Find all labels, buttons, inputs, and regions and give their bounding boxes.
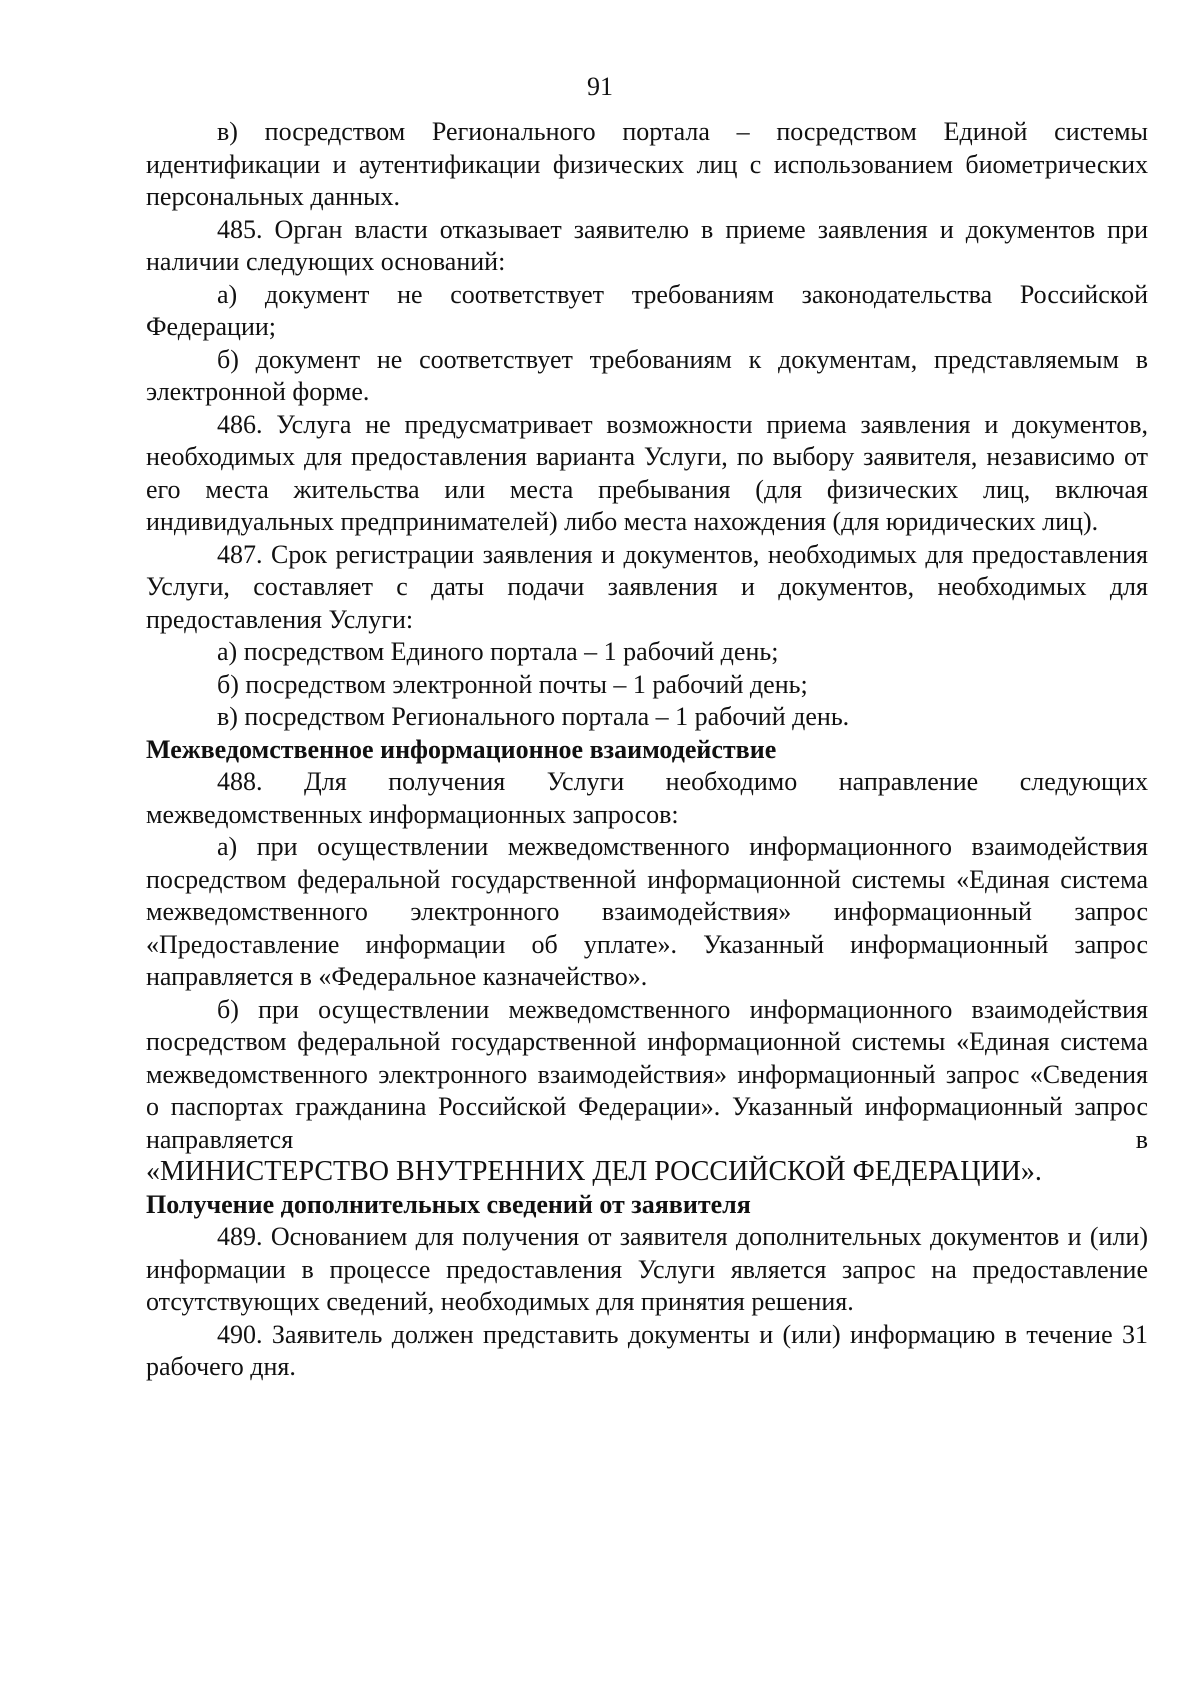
- paragraph: б) документ не соответствует требованиям к документам, представляемым в электронной форме.: [146, 344, 1148, 406]
- paragraph-continuation: «МИНИСТЕРСТВО ВНУТРЕННИХ ДЕЛ РОССИЙСКОЙ ФЕДЕРАЦИИ».: [146, 1156, 1042, 1187]
- paragraph: а) документ не соответствует требованиям законодательства Российской Федерации;: [146, 279, 1148, 341]
- paragraph: 485. Орган власти отказывает заявителю в приеме заявления и документов при наличии следующих оснований:: [146, 214, 1148, 276]
- paragraph: в) посредством Регионального портала – посредством Единой системы идентификации и аутентификации физических лиц с использованием биометрических персональных данных.: [146, 117, 1148, 211]
- section-heading: Межведомственное информационное взаимодействие: [146, 734, 777, 764]
- page-number: 91: [587, 72, 613, 101]
- paragraph: а) при осуществлении межведомственного информационного взаимодействия посредством федеральной государственной информационной системы «Единая система межведомственного электронного взаимодействия» информационный запрос «Предоставление информации об уплате». Указанный информационный запрос направляется в «Федеральное казначейство».: [146, 832, 1148, 991]
- paragraph: б) при осуществлении межведомственного информационного взаимодействия посредством федеральной государственной информационной системы «Единая система межведомственного электронного взаимодействия» информационный запрос «Сведения о паспортах гражданина Российской Федерации». Указанный информационный запрос направляется в: [146, 994, 1148, 1154]
- paragraph: б) посредством электронной почты – 1 рабочий день;: [217, 669, 808, 699]
- section-heading: Получение дополнительных сведений от заявителя: [146, 1189, 751, 1219]
- paragraph: 489. Основанием для получения от заявителя дополнительных документов и (или) информации в процессе предоставления Услуги является запрос на предоставление отсутствующих сведений, необходимых для принятия решения.: [146, 1222, 1148, 1316]
- paragraph: 486. Услуга не предусматривает возможности приема заявления и документов, необходимых для предоставления варианта Услуги, по выбору заявителя, независимо от его места жительства или места пребывания (для физических лиц, включая индивидуальных предпринимателей) либо места нахождения (для юридических лиц).: [146, 409, 1148, 536]
- paragraph: 487. Срок регистрации заявления и документов, необходимых для предоставления Услуги, составляет с даты подачи заявления и документов, необходимых для предоставления Услуги:: [146, 539, 1148, 634]
- paragraph: а) посредством Единого портала – 1 рабочий день;: [217, 637, 779, 666]
- paragraph: в) посредством Регионального портала – 1 рабочий день.: [217, 702, 850, 731]
- paragraph: 488. Для получения Услуги необходимо направление следующих межведомственных информационных запросов:: [146, 767, 1148, 829]
- paragraph: 490. Заявитель должен представить документы и (или) информацию в течение 31 рабочего дня.: [146, 1319, 1148, 1381]
- document-body: [146, 116, 1148, 1384]
